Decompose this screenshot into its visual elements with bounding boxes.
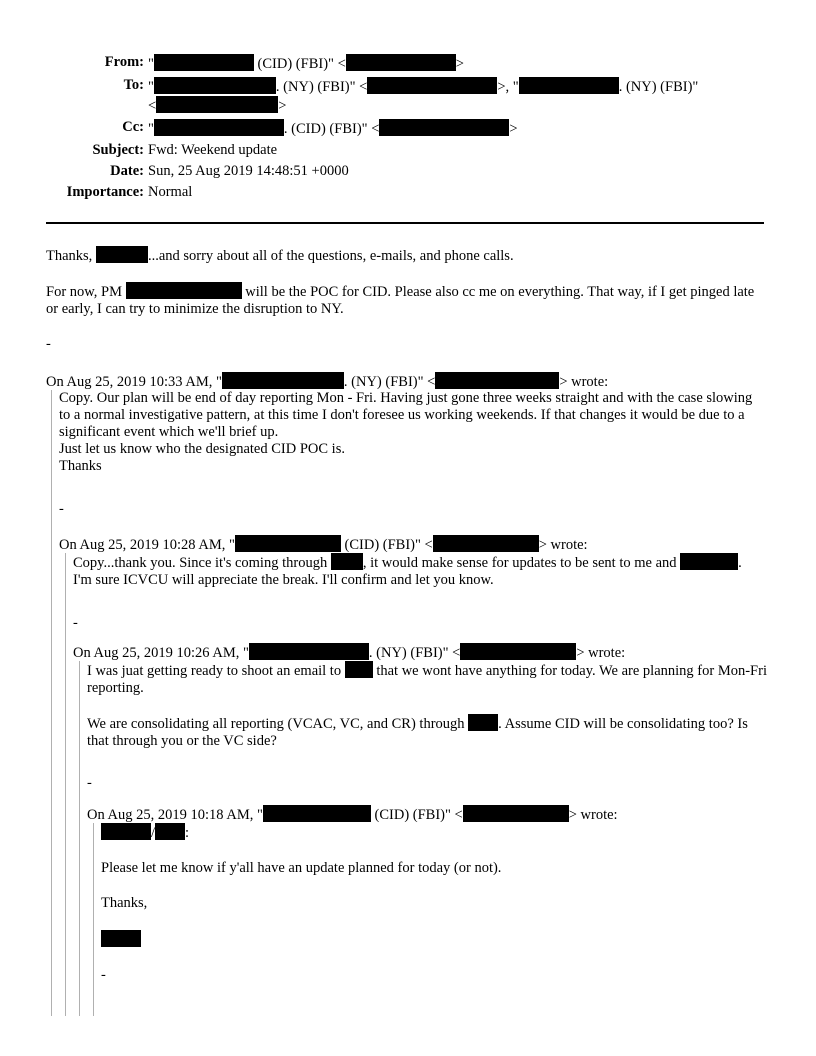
text: Thanks,: [46, 248, 96, 264]
text: . Assume CID will be consolidating too? Is that through you or the VC side?: [87, 716, 748, 749]
redaction: [154, 54, 254, 71]
text: (CID) (FBI)" <: [253, 56, 346, 72]
text: Copy...thank you. Since it's coming through: [73, 555, 331, 571]
redaction: [249, 643, 369, 660]
from-value: [148, 54, 708, 73]
redaction: [519, 77, 619, 94]
quote-2-header: [59, 535, 759, 554]
date-value: Sun, 25 Aug 2019 14:48:51 +0000: [148, 163, 349, 179]
text: (CID) (FBI)" <: [370, 807, 463, 823]
poc-paragraph: [46, 282, 766, 318]
quote-3-header: [73, 643, 753, 662]
redaction: [346, 54, 456, 71]
importance-value: Normal: [148, 184, 193, 200]
text: ": [148, 56, 154, 72]
text: > wrote:: [576, 645, 626, 661]
text: /: [151, 825, 156, 841]
subject-label: Subject:: [92, 142, 144, 158]
subject-row: [46, 142, 708, 159]
text: ": [148, 79, 154, 95]
redaction: [96, 246, 148, 263]
text: . (NY) (FBI)" <: [343, 374, 436, 390]
text: On Aug 25, 2019 10:33 AM, ": [46, 374, 222, 390]
quote-3-bar: [79, 661, 80, 1016]
redaction: [345, 661, 373, 678]
cc-row: [46, 119, 708, 138]
quote-3-body: [87, 661, 767, 792]
redaction: [468, 714, 498, 731]
quote-1-body: [59, 390, 759, 518]
text: . (NY) (FBI)" <: [275, 79, 368, 95]
redaction: [154, 77, 276, 94]
header-divider: [46, 222, 764, 224]
text: >, ": [497, 79, 519, 95]
text: >: [278, 98, 287, 114]
text: We are consolidating all reporting (VCAC, VC, and CR) through: [87, 716, 469, 732]
redaction: [222, 372, 344, 389]
quote-4-line: Thanks,: [101, 895, 148, 911]
quote-4-line: Please let me know if y'all have an update planned for today (or not).: [101, 860, 502, 876]
text: >: [509, 121, 518, 137]
cc-label: Cc:: [122, 119, 144, 135]
importance-label: Importance:: [66, 184, 144, 200]
date-row: [46, 163, 708, 180]
text: . I'm sure ICVCU will appreciate the break. I'll confirm and let you know.: [73, 555, 742, 588]
to-value: [148, 77, 708, 115]
text: , it would make sense for updates to be sent to me and: [362, 555, 681, 571]
redaction: [379, 119, 509, 136]
text: On Aug 25, 2019 10:26 AM, ": [73, 645, 249, 661]
quote-3-dash: -: [87, 775, 92, 791]
quote-1-header: [46, 372, 766, 391]
redaction: [463, 805, 569, 822]
redaction: [680, 553, 738, 570]
text: On Aug 25, 2019 10:28 AM, ": [59, 537, 235, 553]
cc-value: [148, 119, 708, 138]
thanks-paragraph: [46, 246, 766, 265]
quote-3-line: [87, 714, 767, 750]
quote-4-dash: -: [101, 967, 106, 983]
quote-3-line: [87, 661, 767, 697]
redaction: [156, 96, 278, 113]
quote-2-bar: [65, 553, 66, 1016]
text: :: [185, 825, 190, 841]
redaction: [435, 372, 559, 389]
email-header: [46, 54, 708, 205]
redaction: [101, 823, 151, 840]
text: will be the POC for CID. Please also cc me on everything. That way, if I get pinged late or early, I can try to minimize the disruption to NY.: [46, 284, 755, 317]
redaction: [331, 553, 363, 570]
text: (CID) (FBI)" <: [340, 537, 433, 553]
text: On Aug 25, 2019 10:18 AM, ": [87, 807, 263, 823]
importance-row: [46, 184, 708, 201]
date-label: Date:: [110, 163, 144, 179]
to-row: [46, 77, 708, 115]
text: <: [148, 98, 157, 114]
redaction: [460, 643, 576, 660]
text: >: [455, 56, 464, 72]
from-row: [46, 54, 708, 73]
redaction: [263, 805, 371, 822]
text: > wrote:: [559, 374, 609, 390]
quote-2-line: [73, 553, 753, 589]
text: . (NY) (FBI)": [618, 79, 699, 95]
text: > wrote:: [568, 807, 618, 823]
quote-2-dash: -: [73, 615, 78, 631]
quote-4-greeting: [101, 823, 761, 842]
text: > wrote:: [538, 537, 588, 553]
text: For now, PM: [46, 284, 126, 300]
subject-value: Fwd: Weekend update: [148, 142, 278, 158]
quote-1-dash: -: [59, 501, 64, 517]
text: ...and sorry about all of the questions, e-mails, and phone calls.: [147, 248, 514, 264]
quote-1-line: Just let us know who the designated CID POC is.: [59, 441, 345, 457]
redaction: [235, 535, 341, 552]
quote-4-bar: [93, 823, 94, 1016]
from-label: From:: [104, 54, 144, 70]
quote-4-body: [101, 823, 761, 984]
text: . (CID) (FBI)" <: [283, 121, 380, 137]
redaction: [433, 535, 539, 552]
quote-4-header: [87, 805, 767, 824]
quote-1-line: Copy. Our plan will be end of day reporting Mon - Fri. Having just gone three weeks straight and with the case slowing to a normal investigative pattern, at this time I don't foresee us working weekends. If that changes it would be due to a significant event which we'll brief up.: [59, 390, 753, 440]
signature-dash: -: [46, 336, 51, 352]
to-label: To:: [123, 77, 144, 93]
text: . (NY) (FBI)" <: [368, 645, 461, 661]
quote-4-signature: [101, 930, 761, 949]
text: ": [148, 121, 154, 137]
text: that we wont have anything for today. We are planning for Mon-Fri reporting.: [87, 663, 767, 696]
quote-1-line: Thanks: [59, 458, 102, 474]
quote-1-bar: [51, 390, 52, 1016]
text: I was juat getting ready to shoot an email to: [87, 663, 345, 679]
redaction: [126, 282, 242, 299]
quote-2-body: [73, 553, 753, 632]
redaction: [155, 823, 185, 840]
redaction: [101, 930, 141, 947]
redaction: [154, 119, 284, 136]
redaction: [367, 77, 497, 94]
